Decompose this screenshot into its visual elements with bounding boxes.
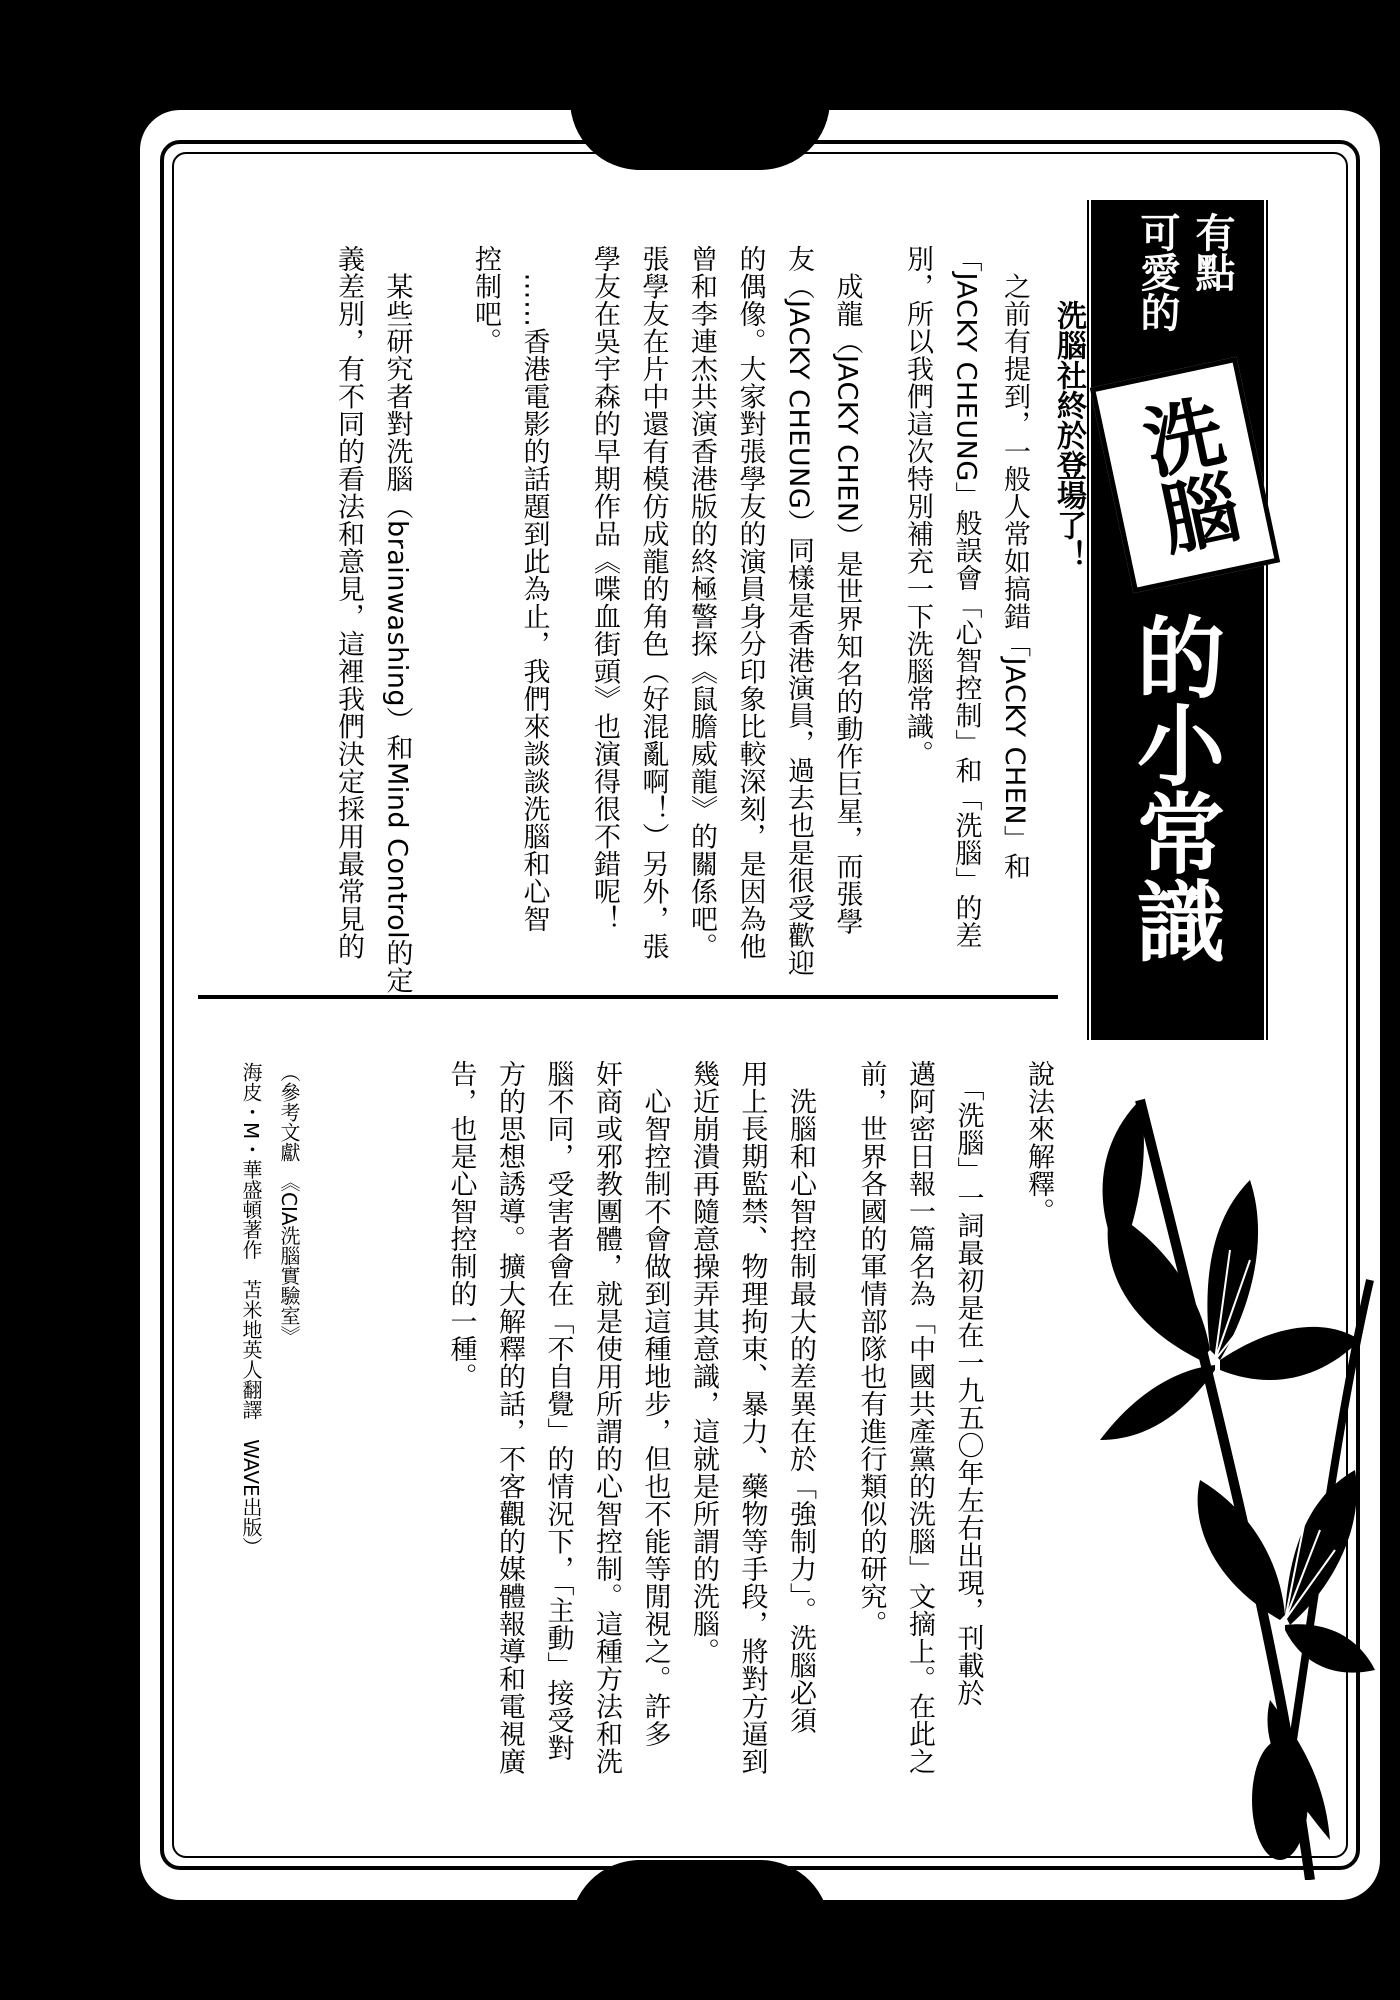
title-tag-text: 洗腦 — [1124, 389, 1246, 561]
top-ornament-icon — [570, 100, 830, 170]
text-line: 腦不同，受害者會在「不自覺」的情況下，「主動」接受對 — [542, 1060, 574, 1762]
reference-line-2: 海皮・M・華盛頓著作 苫米地英人翻譯 WAVE出版） — [239, 1062, 263, 1557]
text-line: 某些研究者對洗腦（brainwashing）和Mind Control的定 — [381, 245, 413, 995]
text-line: 奸商或邪教團體，就是使用所謂的心智控制。這種方法和洗 — [591, 1060, 622, 1775]
references — [232, 1062, 308, 1557]
upper-text-block — [324, 245, 1039, 995]
title-prefix-1: 有點 — [1189, 212, 1235, 292]
text-line: 幾近崩潰再隨意操弄其意識，這就是所謂的洗腦。 — [688, 1060, 719, 1665]
text-line: 的偶像。大家對張學友的演員身分印象比較深刻，是因為他 — [734, 245, 766, 960]
reference-line-1: （參考文獻 《CIA洗腦實驗室》 — [277, 1062, 301, 1346]
text-line: 邁阿密日報一篇名為「中國共產黨的洗腦」文摘上。在此之 — [904, 1060, 935, 1775]
text-line: 之前有提到，一般人常如搞錯「JACKY CHEN」和 — [999, 245, 1030, 881]
text-line: 曾和李連杰共演香港版的終極警探《鼠膽威龍》的關係吧。 — [686, 245, 717, 960]
text-line: 成龍（JACKY CHEN）是世界知名的動作巨星，而張學 — [831, 245, 863, 936]
title-main: 的小常識 — [1123, 612, 1227, 964]
text-line: ……香港電影的話題到此為止，我們來談談洗腦和心智 — [518, 245, 550, 933]
text-line: 別，所以我們這次特別補充一下洗腦常識。 — [902, 245, 933, 768]
text-line: 前，世界各國的軍情部隊也有進行類似的研究。 — [855, 1060, 887, 1638]
text-line: 控制吧。 — [470, 245, 501, 355]
text-line: 「洗腦」一詞最初是在一九五〇年左右出現，刊載於 — [952, 1060, 984, 1707]
title-prefix-2: 可愛的 — [1134, 212, 1180, 332]
text-line: 方的思想誘導。擴大解釋的話，不客觀的媒體報導和電視廣 — [494, 1060, 525, 1775]
text-line: 友（JACKY CHEUNG）同樣是香港演員，過去也是很受歡迎 — [783, 245, 814, 977]
text-line: 義差別，有不同的看法和意見，這裡我們決定採用最常見的 — [333, 245, 364, 960]
text-line: 用上長期監禁、物理拘束、暴力、藥物等手段，將對方逼到 — [736, 1060, 768, 1775]
text-line: 說法來解釋。 — [1023, 1060, 1054, 1225]
lower-text-block — [436, 1060, 1062, 1850]
text-line: 心智控制不會做到這種地步，但也不能等閒視之。許多 — [639, 1060, 671, 1748]
lily-flower-icon — [1080, 1060, 1380, 1880]
text-line: 學友在吳宇森的早期作品《喋血街頭》也演得很不錯呢！ — [589, 245, 620, 933]
text-line: 洗腦和心智控制最大的差異在於「強制力」。洗腦必須 — [785, 1060, 816, 1734]
text-line: 「JACKY CHEUNG」般誤會「心智控制」和「洗腦」的差 — [950, 245, 982, 950]
bottom-ornament-icon — [570, 1860, 830, 1930]
section-divider — [198, 995, 1058, 999]
text-line: 張學友在片中還有模仿成龍的角色（好混亂啊！）另外，張 — [637, 245, 669, 960]
text-line: 告，也是心智控制的一種。 — [445, 1060, 477, 1390]
subtitle: 洗腦社終於登場了！ — [1051, 300, 1086, 570]
